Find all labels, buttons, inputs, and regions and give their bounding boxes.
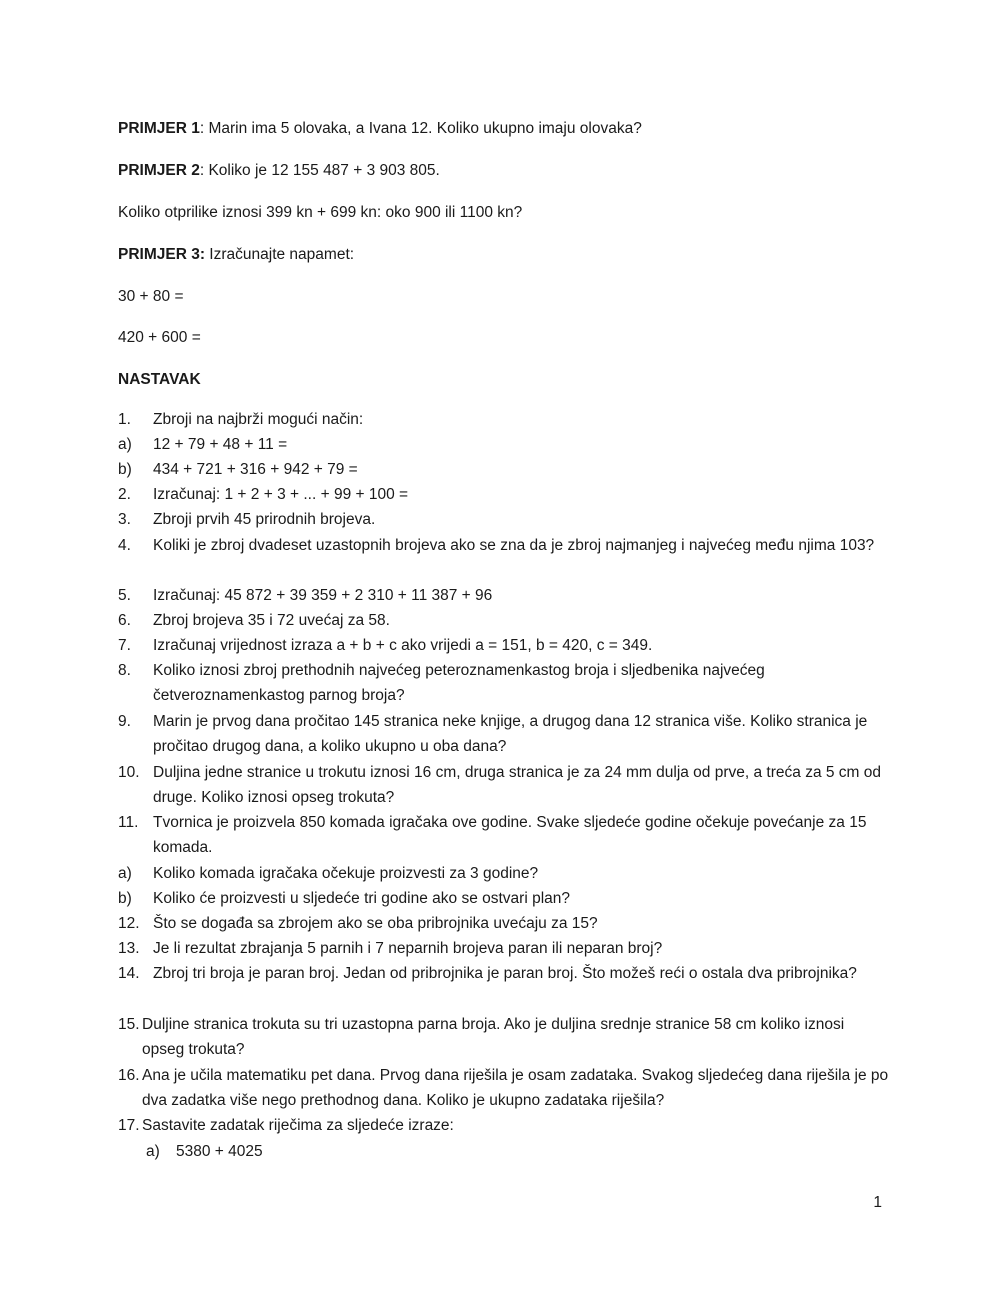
item-text: Duljina jedne stranice u trokutu iznosi 16 cm, druga stranica je za 24 mm dulja od prve, a treća za 5 cm od druge. Koliko iznosi opseg trokuta? <box>153 764 882 806</box>
list-item <box>118 432 890 457</box>
list-item <box>118 861 890 886</box>
list-item <box>118 760 890 810</box>
item-number: a) <box>118 436 132 453</box>
list-item <box>118 1113 890 1138</box>
item-number: 4. <box>118 537 131 554</box>
item-number: 12. <box>118 915 140 932</box>
item-number: 17. <box>118 1117 140 1134</box>
item-number: 3. <box>118 511 131 528</box>
item-text: Koliko će proizvesti u sljedeće tri godine ako se ostvari plan? <box>153 890 571 907</box>
list-item <box>118 583 890 608</box>
item-text: 5380 + 4025 <box>176 1143 263 1160</box>
example-3 <box>118 246 354 264</box>
item-number: 1. <box>118 411 131 428</box>
item-text: Duljine stranica trokuta su tri uzastopna parna broja. Ako je duljina srednje stranice 58 cm koliko iznosi opseg trokuta? <box>142 1016 845 1058</box>
example-text: 30 + 80 = <box>118 288 184 305</box>
list-item <box>118 936 890 961</box>
item-number: a) <box>118 865 132 882</box>
list-item <box>118 886 890 911</box>
item-number: b) <box>118 461 132 478</box>
item-number: 11. <box>118 814 139 831</box>
sub-item <box>146 1139 263 1164</box>
section-heading: NASTAVAK <box>118 371 201 388</box>
item-text: 434 + 721 + 316 + 942 + 79 = <box>153 461 358 478</box>
item-text: Zbroji prvih 45 prirodnih brojeva. <box>153 511 376 528</box>
item-text: Tvornica je proizvela 850 komada igračaka ove godine. Svake sljedeće godine očekuje povećanje za 15 komada. <box>153 814 867 856</box>
example-text: Izračunajte napamet: <box>205 246 355 263</box>
list-item <box>118 482 890 507</box>
item-text: 12 + 79 + 48 + 11 = <box>153 436 288 453</box>
item-text: Sastavite zadatak riječima za sljedeće izraze: <box>142 1117 454 1134</box>
list-item <box>118 1063 890 1113</box>
list-item <box>118 1012 890 1062</box>
list-item <box>118 457 890 482</box>
item-number: 8. <box>118 662 131 679</box>
item-number: 5. <box>118 587 131 604</box>
list-item <box>118 608 890 633</box>
list-item <box>118 911 890 936</box>
list-item <box>118 407 890 432</box>
list-item <box>118 633 890 658</box>
example-label: PRIMJER 1 <box>118 120 200 137</box>
item-number: 2. <box>118 486 131 503</box>
example-text: : Marin ima 5 olovaka, a Ivana 12. Koliko ukupno imaju olovaka? <box>199 120 642 137</box>
item-text: Zbroj tri broja je paran broj. Jedan od pribrojnika je paran broj. Što možeš reći o ostala dva pribrojnika? <box>153 965 857 982</box>
item-text: Zbroj brojeva 35 i 72 uvećaj za 58. <box>153 612 390 629</box>
item-number: 15. <box>118 1016 140 1033</box>
item-text: Ana je učila matematiku pet dana. Prvog dana riješila je osam zadataka. Svakog sljedećeg dana riješila je po dva zadatka više nego prethodnog dana. Koliko je ukupno zadataka riješila? <box>142 1067 889 1109</box>
example-text: 420 + 600 = <box>118 329 201 346</box>
item-number: 16. <box>118 1067 140 1084</box>
item-number: 9. <box>118 713 131 730</box>
list-item <box>118 533 890 558</box>
item-text: Izračunaj vrijednost izraza a + b + c ako vrijedi a = 151, b = 420, c = 349. <box>153 637 653 654</box>
item-text: Zbroji na najbrži mogući način: <box>153 411 364 428</box>
list-item <box>118 810 890 860</box>
item-text: Što se događa sa zbrojem ako se oba pribrojnika uvećaju za 15? <box>153 915 598 932</box>
example-text: Koliko otprilike iznosi 399 kn + 699 kn: oko 900 ili 1100 kn? <box>118 204 523 221</box>
list-item <box>118 961 890 986</box>
example-label: PRIMJER 3: <box>118 246 205 263</box>
estimate-question <box>118 204 522 222</box>
example-2 <box>118 162 440 180</box>
example-label: PRIMJER 2 <box>118 162 200 179</box>
item-number: a) <box>146 1143 160 1160</box>
item-text: Izračunaj: 1 + 2 + 3 + ... + 99 + 100 = <box>153 486 409 503</box>
page-number: 1 <box>873 1194 882 1211</box>
item-text: Koliki je zbroj dvadeset uzastopnih brojeva ako se zna da je zbroj najmanjeg i najvećeg među njima 103? <box>153 537 875 554</box>
item-number: b) <box>118 890 132 907</box>
list-item <box>118 658 890 708</box>
mental-sum-2 <box>118 329 201 347</box>
item-text: Koliko komada igračaka očekuje proizvesti za 3 godine? <box>153 865 539 882</box>
example-text: : Koliko je 12 155 487 + 3 903 805. <box>199 162 440 179</box>
item-number: 10. <box>118 764 140 781</box>
item-text: Marin je prvog dana pročitao 145 stranica neke knjige, a drugog dana 12 stranica više. Koliko stranica je pročitao drugog dana, a koliko ukupno u oba dana? <box>153 713 868 755</box>
example-1 <box>118 120 642 138</box>
item-number: 7. <box>118 637 131 654</box>
item-number: 6. <box>118 612 131 629</box>
item-number: 14. <box>118 965 140 982</box>
mental-sum-1 <box>118 288 184 306</box>
item-number: 13. <box>118 940 140 957</box>
list-item <box>118 709 890 759</box>
item-text: Koliko iznosi zbroj prethodnih najvećeg peteroznamenkastog broja i sljedbenika najvećeg četveroznamenkastog parnog broja? <box>153 662 765 704</box>
item-text: Je li rezultat zbrajanja 5 parnih i 7 neparnih brojeva paran ili neparan broj? <box>153 940 663 957</box>
item-text: Izračunaj: 45 872 + 39 359 + 2 310 + 11 387 + 96 <box>153 587 493 604</box>
list-item <box>118 507 890 532</box>
